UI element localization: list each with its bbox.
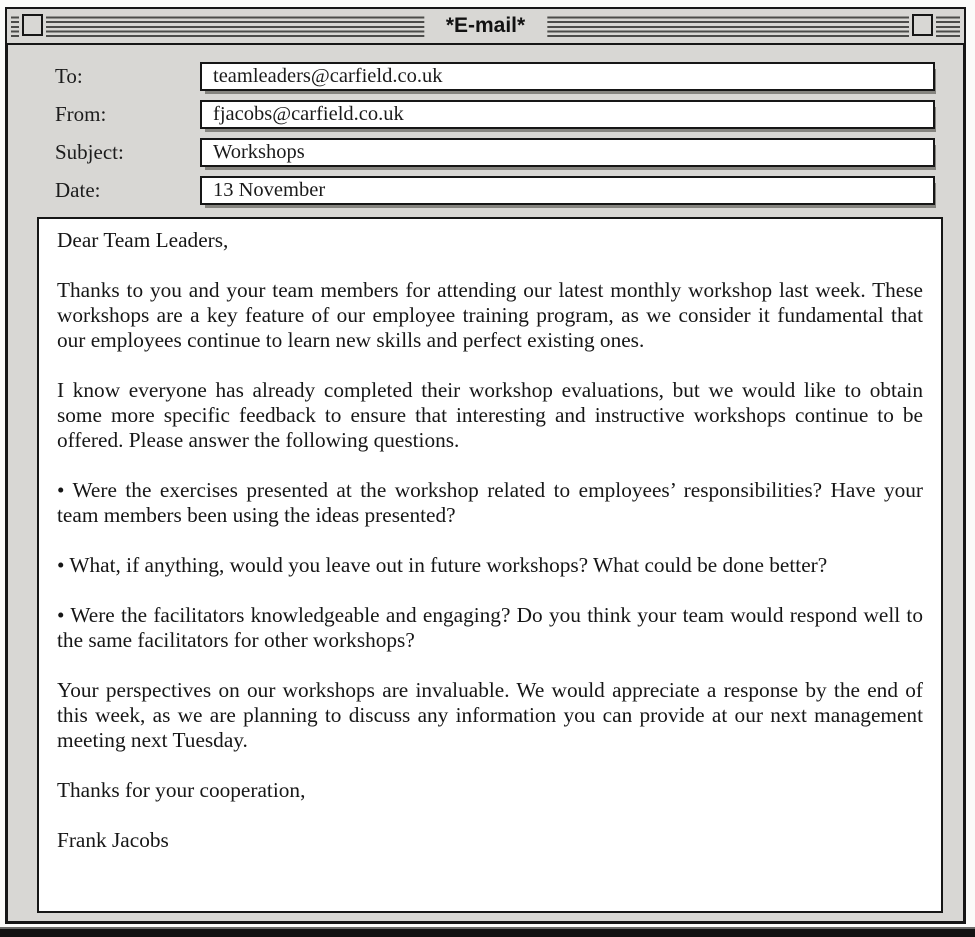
date-label: Date: (55, 178, 101, 202)
email-window (5, 45, 966, 924)
page-bottom-rule (0, 927, 975, 937)
window-title-bar[interactable] (5, 7, 966, 45)
from-field[interactable]: fjacobs@carfield.co.uk (200, 100, 935, 129)
email-header (8, 45, 963, 205)
to-field[interactable]: teamleaders@carfield.co.uk (200, 62, 935, 91)
to-label: To: (55, 64, 83, 88)
message-body (37, 217, 943, 913)
body-paragraph: • Were the exercises presented at the workshop related to employees’ responsibilities? Have your team members been using the ideas presented? (57, 478, 923, 527)
from-label: From: (55, 102, 107, 126)
body-paragraph: Thanks for your cooperation, (57, 778, 306, 802)
header-row-from (55, 100, 935, 129)
close-box-icon[interactable] (22, 14, 43, 36)
body-paragraph: • What, if anything, would you leave out in future workshops? What could be done better? (57, 553, 828, 577)
zoom-box-icon[interactable] (912, 14, 933, 36)
header-row-to (55, 62, 935, 91)
body-paragraph: Your perspectives on our workshops are invaluable. We would appreciate a response by the end of this week, as we are planning to discuss any information you can provide at our next management meeting next Tuesday. (57, 678, 923, 752)
body-paragraph: Thanks to you and your team members for attending our latest monthly workshop last week. These workshops are a key feature of our employee training program, as we consider it fundamental that our employees continue to learn new skills and perfect existing ones. (57, 278, 923, 352)
date-field[interactable]: 13 November (200, 176, 935, 205)
window-title: *E-mail* (424, 9, 547, 43)
body-paragraph: • Were the facilitators knowledgeable and engaging? Do you think your team would respond well to the same facilitators for other workshops? (57, 603, 923, 652)
subject-label: Subject: (55, 140, 124, 164)
subject-field[interactable]: Workshops (200, 138, 935, 167)
body-paragraph: Frank Jacobs (57, 828, 169, 852)
header-row-subject (55, 138, 935, 167)
header-row-date (55, 176, 935, 205)
body-paragraph: I know everyone has already completed their workshop evaluations, but we would like to obtain some more specific feedback to ensure that interesting and instructive workshops continue to be offered. Please answer the following questions. (57, 378, 923, 452)
body-paragraph: Dear Team Leaders, (57, 228, 229, 252)
